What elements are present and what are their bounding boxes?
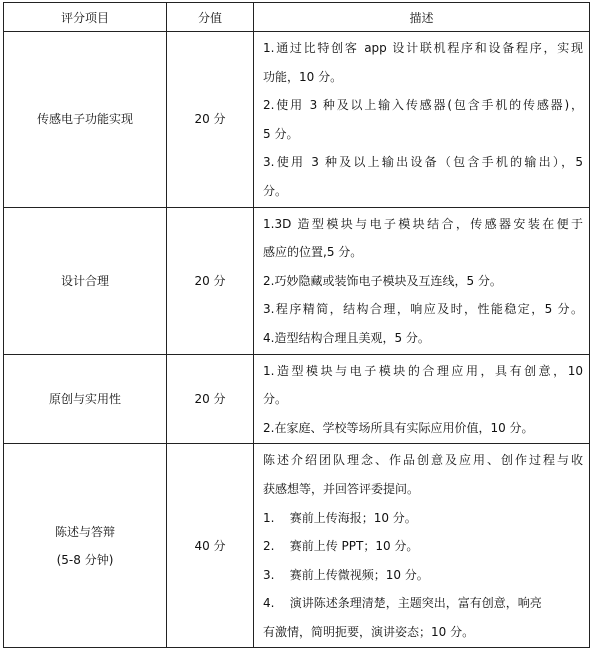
description-line: 功能，10 分。 xyxy=(263,69,343,84)
description-line: 2.在家庭、学校等场所具有实际应用价值，10 分。 xyxy=(263,420,534,435)
scoring-table xyxy=(3,2,590,648)
description-line: 2.使用 3 种及以上输入传感器(包含手机的传感器)， xyxy=(263,98,583,113)
description-line: 3.程序精简，结构合理，响应及时，性能稳定，5 分。 xyxy=(263,302,583,317)
description-line: 4. 演讲陈述条理清楚，主题突出，富有创意，响亮 xyxy=(263,596,542,611)
header-description: 描述 xyxy=(254,3,590,32)
description-line: 1.造型模块与电子模块的合理应用，具有创意，10 xyxy=(263,363,583,378)
table-header-row xyxy=(4,3,590,32)
description-line: 1.3D 造型模块与电子模块结合，传感器安装在便于 xyxy=(263,216,583,231)
points-cell: 40 分 xyxy=(167,444,254,648)
description-line: 获感想等，并回答评委提问。 xyxy=(263,481,420,496)
description-line: 陈述介绍团队理念、作品创意及应用、创作过程与收 xyxy=(263,453,583,468)
points-cell: 20 分 xyxy=(167,32,254,208)
description-line: 有激情，简明扼要，演讲姿态；10 分。 xyxy=(263,624,475,639)
description-cell xyxy=(254,354,590,444)
table-row xyxy=(4,444,590,648)
description-cell xyxy=(254,444,590,648)
description-line: 3. 赛前上传微视频；10 分。 xyxy=(263,567,429,582)
description-line: 4.造型结构合理且美观，5 分。 xyxy=(263,330,430,345)
description-line: 感应的位置,5 分。 xyxy=(263,245,363,260)
description-line: 3.使用 3 种及以上输出设备（包含手机的输出），5 xyxy=(263,155,583,170)
table-row xyxy=(4,32,590,208)
table-row xyxy=(4,354,590,444)
table-row xyxy=(4,207,590,354)
category-cell: 传感电子功能实现 xyxy=(4,32,167,208)
category-cell: 原创与实用性 xyxy=(4,354,167,444)
description-line: 2.巧妙隐藏或装饰电子模块及互连线，5 分。 xyxy=(263,273,502,288)
description-cell xyxy=(254,207,590,354)
category-duration: (5-8 分钟) xyxy=(56,552,114,567)
description-line: 1. 赛前上传海报；10 分。 xyxy=(263,510,417,525)
header-score: 分值 xyxy=(167,3,254,32)
points-cell: 20 分 xyxy=(167,354,254,444)
description-line: 2. 赛前上传 PPT；10 分。 xyxy=(263,539,419,554)
description-cell xyxy=(254,32,590,208)
header-item: 评分项目 xyxy=(4,3,167,32)
points-cell: 20 分 xyxy=(167,207,254,354)
description-line: 5 分。 xyxy=(263,126,299,141)
description-line: 分。 xyxy=(263,183,288,198)
category-cell xyxy=(4,444,167,648)
description-line: 分。 xyxy=(263,392,288,407)
category-title: 陈述与答辩 xyxy=(54,524,115,539)
category-cell: 设计合理 xyxy=(4,207,167,354)
description-line: 1.通过比特创客 app 设计联机程序和设备程序，实现 xyxy=(263,41,583,55)
